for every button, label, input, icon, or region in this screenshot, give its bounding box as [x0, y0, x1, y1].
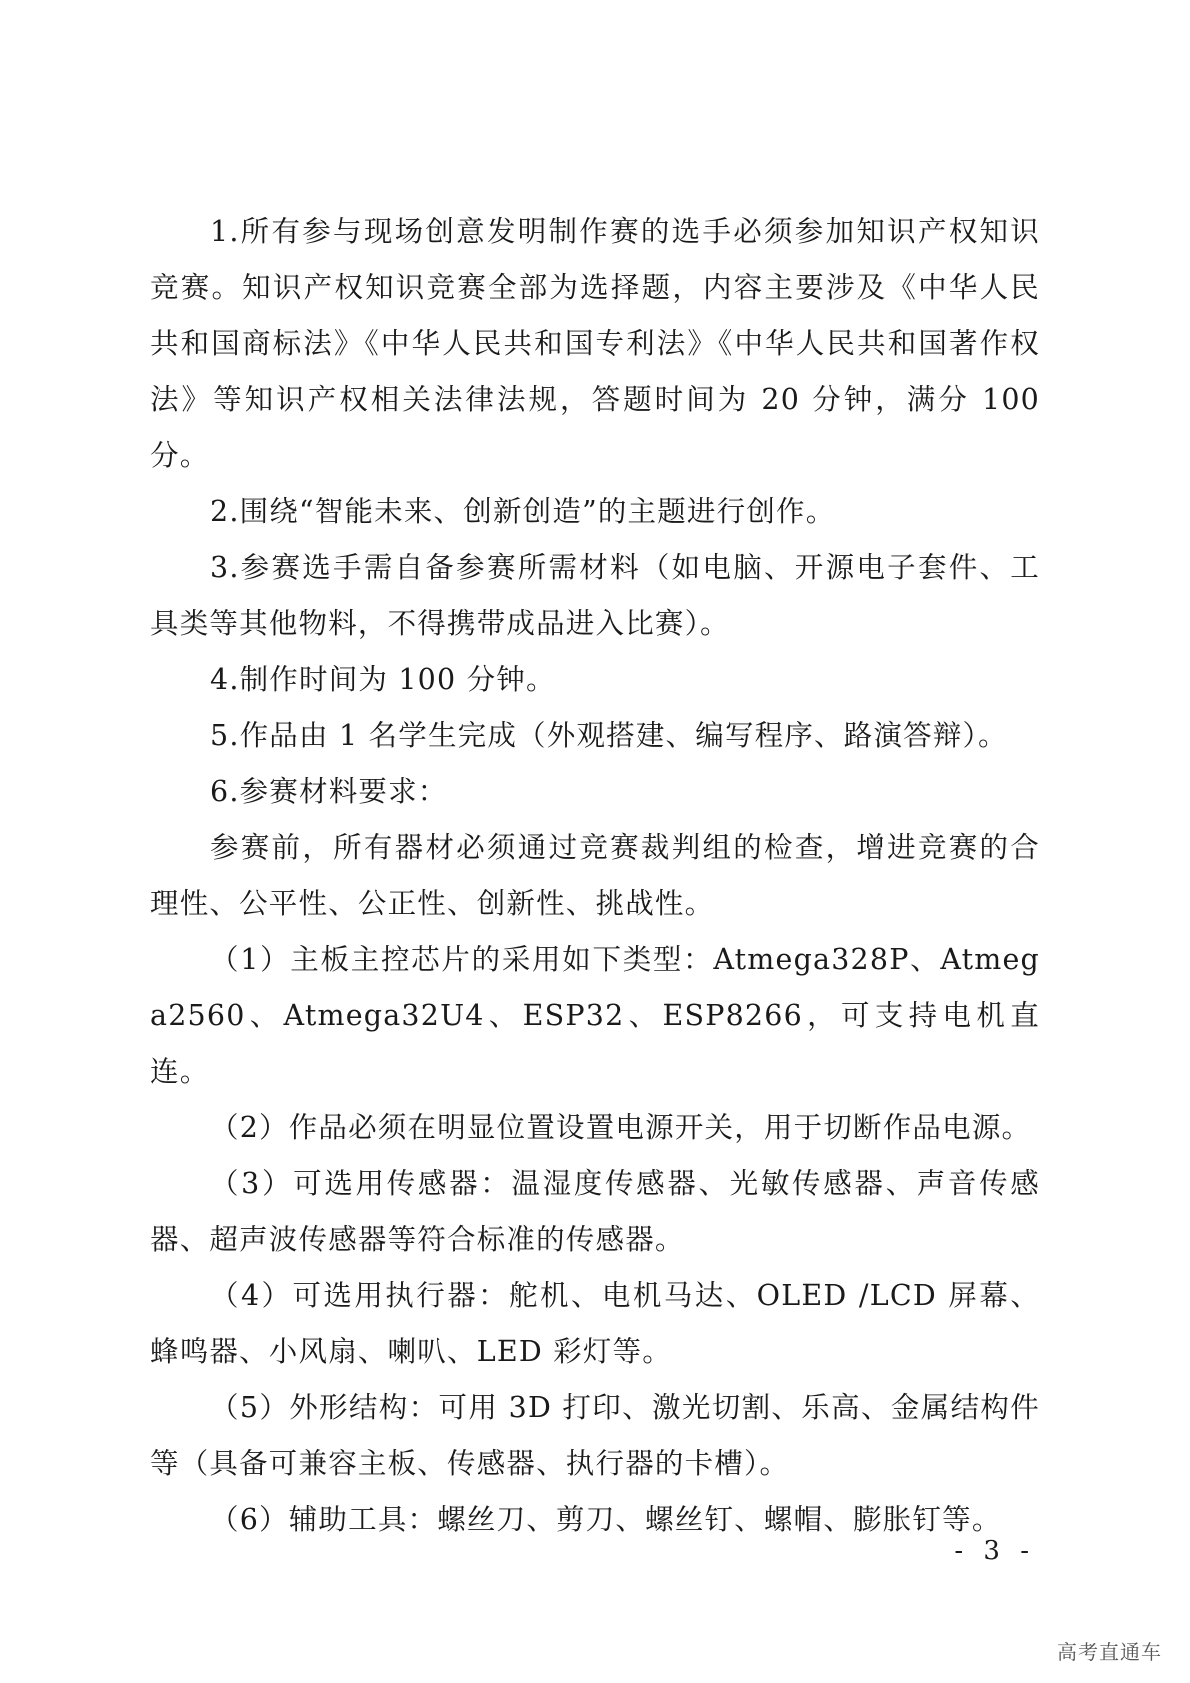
- paragraph-material-requirements: 6.参赛材料要求：: [210, 775, 448, 808]
- paragraph-sensors: （3）可选用传感器：温湿度传感器、光敏传感器、声音传感器、超声波传感器等符合标准的传感器。: [150, 1167, 1040, 1256]
- paragraph-materials: 3.参赛选手需自备参赛所需材料（如电脑、开源电子套件、工具类等其他物料，不得携带成品进入比赛）。: [150, 551, 1040, 640]
- paragraph-structure: （5）外形结构：可用 3D 打印、激光切割、乐高、金属结构件等（具备可兼容主板、传感器、执行器的卡槽）。: [150, 1391, 1040, 1480]
- paragraph-duration: 4.制作时间为 100 分钟。: [210, 663, 556, 696]
- document-body: [150, 204, 1040, 1548]
- paragraph-theme: 2.围绕“智能未来、创新创造”的主题进行创作。: [210, 495, 836, 528]
- paragraph-ip-contest: 1.所有参与现场创意发明制作赛的选手必须参加知识产权知识竞赛。知识产权知识竞赛全部为选择题，内容主要涉及《中华人民共和国商标法》《中华人民共和国专利法》《中华人民共和国著作权法》等知识产权相关法律法规，答题时间为 20 分钟，满分 100 分。: [150, 215, 1040, 472]
- watermark-text: 高考直通车: [1057, 1640, 1162, 1664]
- paragraph-team: 5.作品由 1 名学生完成（外观搭建、编写程序、路演答辩）。: [210, 719, 1008, 752]
- page-number: - 3 -: [954, 1536, 1035, 1566]
- paragraph-actuators: （4）可选用执行器：舵机、电机马达、OLED /LCD 屏幕、蜂鸣器、小风扇、喇叭、LED 彩灯等。: [150, 1279, 1040, 1368]
- paragraph-inspection: 参赛前，所有器材必须通过竞赛裁判组的检查，增进竞赛的合理性、公平性、公正性、创新性、挑战性。: [150, 831, 1040, 920]
- paragraph-mainboard: （1）主板主控芯片的采用如下类型：Atmega328P、Atmega2560、Atmega32U4、ESP32、ESP8266，可支持电机直连。: [150, 943, 1040, 1088]
- paragraph-power-switch: （2）作品必须在明显位置设置电源开关，用于切断作品电源。: [210, 1111, 1032, 1144]
- paragraph-tools: （6）辅助工具：螺丝刀、剪刀、螺丝钉、螺帽、膨胀钉等。: [210, 1503, 1002, 1536]
